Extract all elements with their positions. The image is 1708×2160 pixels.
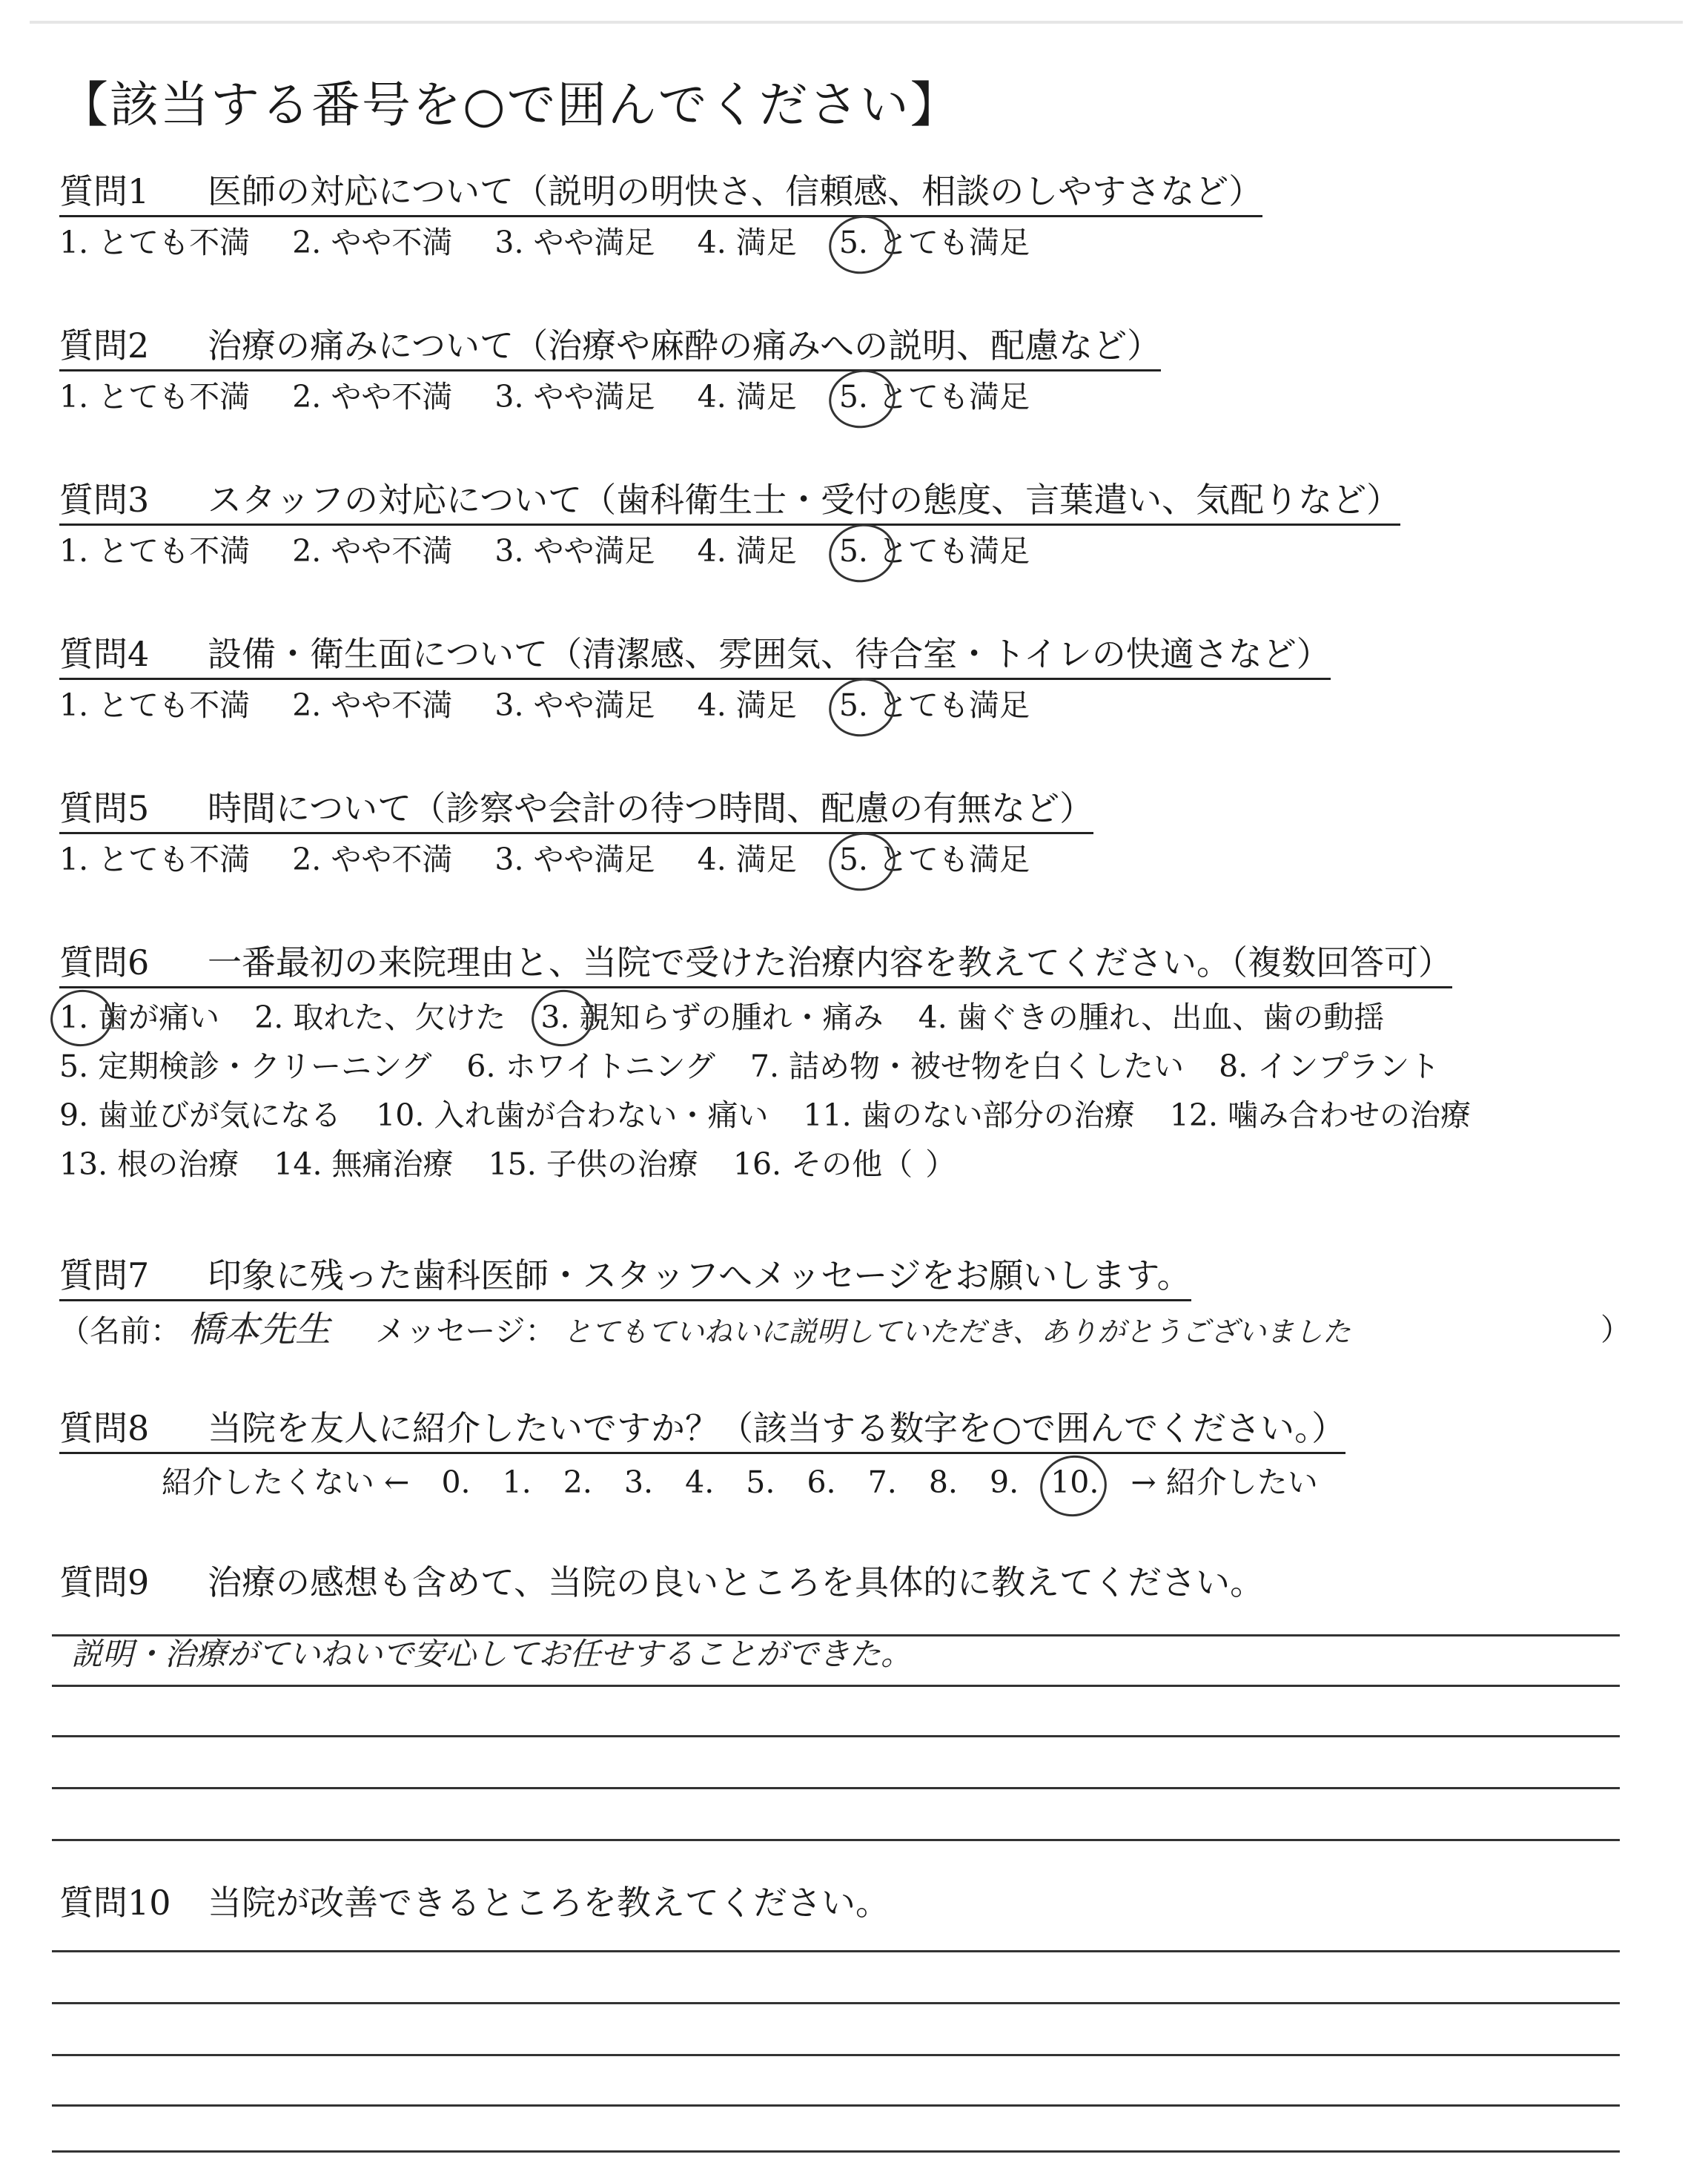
reason-option-14[interactable]: 14. 無痛治療 [274, 1146, 454, 1182]
reason-option-6[interactable]: 6. ホワイトニング [466, 1048, 715, 1084]
option-2[interactable]: 2. やや不満 [292, 687, 453, 723]
question-text: 治療の感想も含めて、当院の良いところを具体的に教えてください。 [208, 1562, 1265, 1602]
question-number: 質問4 [59, 634, 150, 674]
reason-option-11[interactable]: 11. 歯のない部分の治療 [803, 1097, 1135, 1133]
question-3-heading [59, 478, 1400, 526]
option-1[interactable]: 1. とても不満 [59, 842, 251, 877]
name-handwritten[interactable]: 橋本先生 [188, 1309, 331, 1350]
reason-option-9[interactable]: 9. 歯並びが気になる [59, 1097, 342, 1133]
option-3[interactable]: 3. やや満足 [494, 533, 655, 569]
scale-2[interactable]: 2. [563, 1464, 592, 1500]
rating-options [59, 220, 1653, 265]
question-number: 質問9 [59, 1562, 150, 1602]
question-text: 当院が改善できるところを教えてください。 [208, 1883, 890, 1923]
rating-options [59, 683, 1653, 727]
scale-9[interactable]: 9. [989, 1464, 1019, 1500]
option-3[interactable]: 3. やや満足 [494, 842, 655, 877]
question-number: 質問7 [59, 1255, 150, 1295]
option-3[interactable]: 3. やや満足 [494, 379, 655, 415]
question-7-heading [59, 1253, 1191, 1301]
question-number: 質問5 [59, 788, 150, 828]
question-text: 時間について（診察や会計の待つ時間、配慮の有無など） [208, 788, 1094, 828]
question-2 [59, 323, 1653, 419]
question-9-heading [59, 1560, 1264, 1606]
question-number: 質問1 [59, 171, 150, 211]
question-text: 一番最初の来院理由と、当院で受けた治療内容を教えてください。（複数回答可） [208, 942, 1452, 982]
scale-6[interactable]: 6. [807, 1464, 836, 1500]
answer-line [52, 2054, 1620, 2056]
scale-left-label: 紹介したくない ← [162, 1464, 410, 1500]
option-4[interactable]: 4. 満足 [697, 225, 797, 260]
option-4[interactable]: 4. 満足 [697, 379, 797, 415]
scale-1[interactable]: 1. [502, 1464, 532, 1500]
recommend-scale [162, 1460, 1653, 1505]
scale-4[interactable]: 4. [685, 1464, 715, 1500]
question-text: 印象に残った歯科医師・スタッフへメッセージをお願いします。 [208, 1255, 1191, 1295]
question-7 [59, 1253, 1653, 1354]
question-number: 質問2 [59, 326, 150, 366]
question-3 [59, 478, 1653, 573]
question-5 [59, 786, 1653, 882]
scale-0[interactable]: 0. [441, 1464, 471, 1500]
answer-line [52, 1787, 1620, 1789]
question-5-heading [59, 786, 1093, 834]
question-text: 医師の対応について（説明の明快さ、信頼感、相談のしやすさなど） [208, 171, 1263, 211]
scale-8[interactable]: 8. [928, 1464, 958, 1500]
answer-line [52, 2002, 1620, 2004]
question-2-heading [59, 323, 1161, 371]
question-8-heading [59, 1406, 1345, 1454]
reason-option-1-circled[interactable]: 1. 歯が痛い [59, 993, 219, 1042]
reason-option-4[interactable]: 4. 歯ぐきの腫れ、出血、歯の動揺 [918, 1000, 1385, 1035]
option-4[interactable]: 4. 満足 [697, 687, 797, 723]
rating-options [59, 529, 1653, 573]
reason-option-15[interactable]: 15. 子供の治療 [488, 1146, 698, 1182]
question-1 [59, 169, 1653, 265]
reason-option-8[interactable]: 8. インプラント [1219, 1048, 1440, 1084]
question-1-heading [59, 169, 1262, 217]
other-close-paren: ） [925, 1146, 956, 1182]
scale-7[interactable]: 7. [867, 1464, 897, 1500]
option-5-circled[interactable]: 5. とても満足 [839, 374, 1030, 419]
question-9 [59, 1560, 1653, 1606]
question-text: 設備・衛生面について（清潔感、雰囲気、待合室・トイレの快適さなど） [208, 634, 1331, 674]
instruction-title: 【該当する番号を○で囲んでください】 [59, 76, 961, 133]
reason-option-16[interactable]: 16. その他（ [732, 1146, 913, 1182]
message-line [59, 1307, 1653, 1354]
scale-3[interactable]: 3. [623, 1464, 654, 1500]
scale-10-circled[interactable]: 10. [1050, 1460, 1099, 1505]
reason-option-13[interactable]: 13. 根の治療 [59, 1146, 239, 1182]
scale-right-label: → 紹介したい [1131, 1464, 1318, 1500]
answer-line [52, 2104, 1620, 2107]
option-5-circled[interactable]: 5. とても満足 [839, 529, 1030, 573]
answer-line [52, 1634, 1620, 1636]
reason-row [59, 1140, 1653, 1189]
option-1[interactable]: 1. とても不満 [59, 379, 251, 415]
question-4 [59, 632, 1653, 727]
option-4[interactable]: 4. 満足 [697, 533, 797, 569]
reason-options [59, 993, 1653, 1189]
reason-option-12[interactable]: 12. 噛み合わせの治療 [1169, 1097, 1472, 1133]
answer-line [52, 2150, 1620, 2153]
answer-line [52, 1735, 1620, 1737]
answer-line [52, 1685, 1620, 1687]
option-4[interactable]: 4. 満足 [697, 842, 797, 877]
answer-line [52, 1839, 1620, 1841]
question-8 [59, 1406, 1653, 1505]
option-3[interactable]: 3. やや満足 [494, 687, 655, 723]
question-number: 質問8 [59, 1408, 150, 1448]
name-label: （名前： [59, 1313, 181, 1349]
message-label: メッセージ： [375, 1313, 556, 1349]
scale-5[interactable]: 5. [746, 1464, 775, 1500]
message-handwritten[interactable]: とてもていねいに説明していただき、ありがとうございました [563, 1315, 1351, 1348]
question-text: 治療の痛みについて（治療や麻酔の痛みへの説明、配慮など） [208, 326, 1162, 366]
question-text: 当院を友人に紹介したいですか？（該当する数字を○で囲んでください。） [208, 1408, 1346, 1448]
question-4-heading [59, 632, 1331, 680]
option-5-circled[interactable]: 5. とても満足 [839, 683, 1030, 727]
reason-row [59, 993, 1653, 1042]
option-1[interactable]: 1. とても不満 [59, 533, 251, 569]
question-6 [59, 940, 1653, 1189]
option-2[interactable]: 2. やや不満 [292, 225, 453, 260]
question-text: スタッフの対応について（歯科衛生士・受付の態度、言葉遣い、気配りなど） [208, 480, 1401, 520]
option-3[interactable]: 3. やや満足 [494, 225, 655, 260]
option-1[interactable]: 1. とても不満 [59, 225, 251, 260]
question-6-heading [59, 940, 1452, 988]
option-5-circled[interactable]: 5. とても満足 [839, 837, 1030, 882]
reason-option-2[interactable]: 2. 取れた、欠けた [254, 1000, 506, 1035]
reason-row [59, 1042, 1653, 1091]
question-number: 質問3 [59, 480, 150, 520]
option-2[interactable]: 2. やや不満 [292, 533, 453, 569]
option-5-circled[interactable]: 5. とても満足 [839, 220, 1030, 265]
option-2[interactable]: 2. やや不満 [292, 379, 453, 415]
message-close-paren: ） [1601, 1312, 1631, 1347]
option-1[interactable]: 1. とても不満 [59, 687, 251, 723]
reason-row [59, 1091, 1653, 1140]
answer-line [52, 1950, 1620, 1952]
question-number: 質問10 [59, 1883, 171, 1923]
reason-option-10[interactable]: 10. 入れ歯が合わない・痛い [376, 1097, 769, 1133]
option-2[interactable]: 2. やや不満 [292, 842, 453, 877]
question-10 [59, 1880, 1653, 1926]
scan-edge [30, 21, 1683, 24]
reason-option-5[interactable]: 5. 定期検診・クリーニング [59, 1048, 432, 1084]
rating-options [59, 374, 1653, 419]
reason-option-3-circled[interactable]: 3. 親知らずの腫れ・痛み [540, 993, 883, 1042]
rating-options [59, 837, 1653, 882]
question-10-heading [59, 1880, 890, 1926]
question-number: 質問6 [59, 942, 150, 982]
reason-option-7[interactable]: 7. 詰め物・被せ物を白くしたい [749, 1048, 1185, 1084]
answer-9-handwritten[interactable]: 説明・治療がていねいで安心してお任せすることができた。 [71, 1636, 913, 1672]
